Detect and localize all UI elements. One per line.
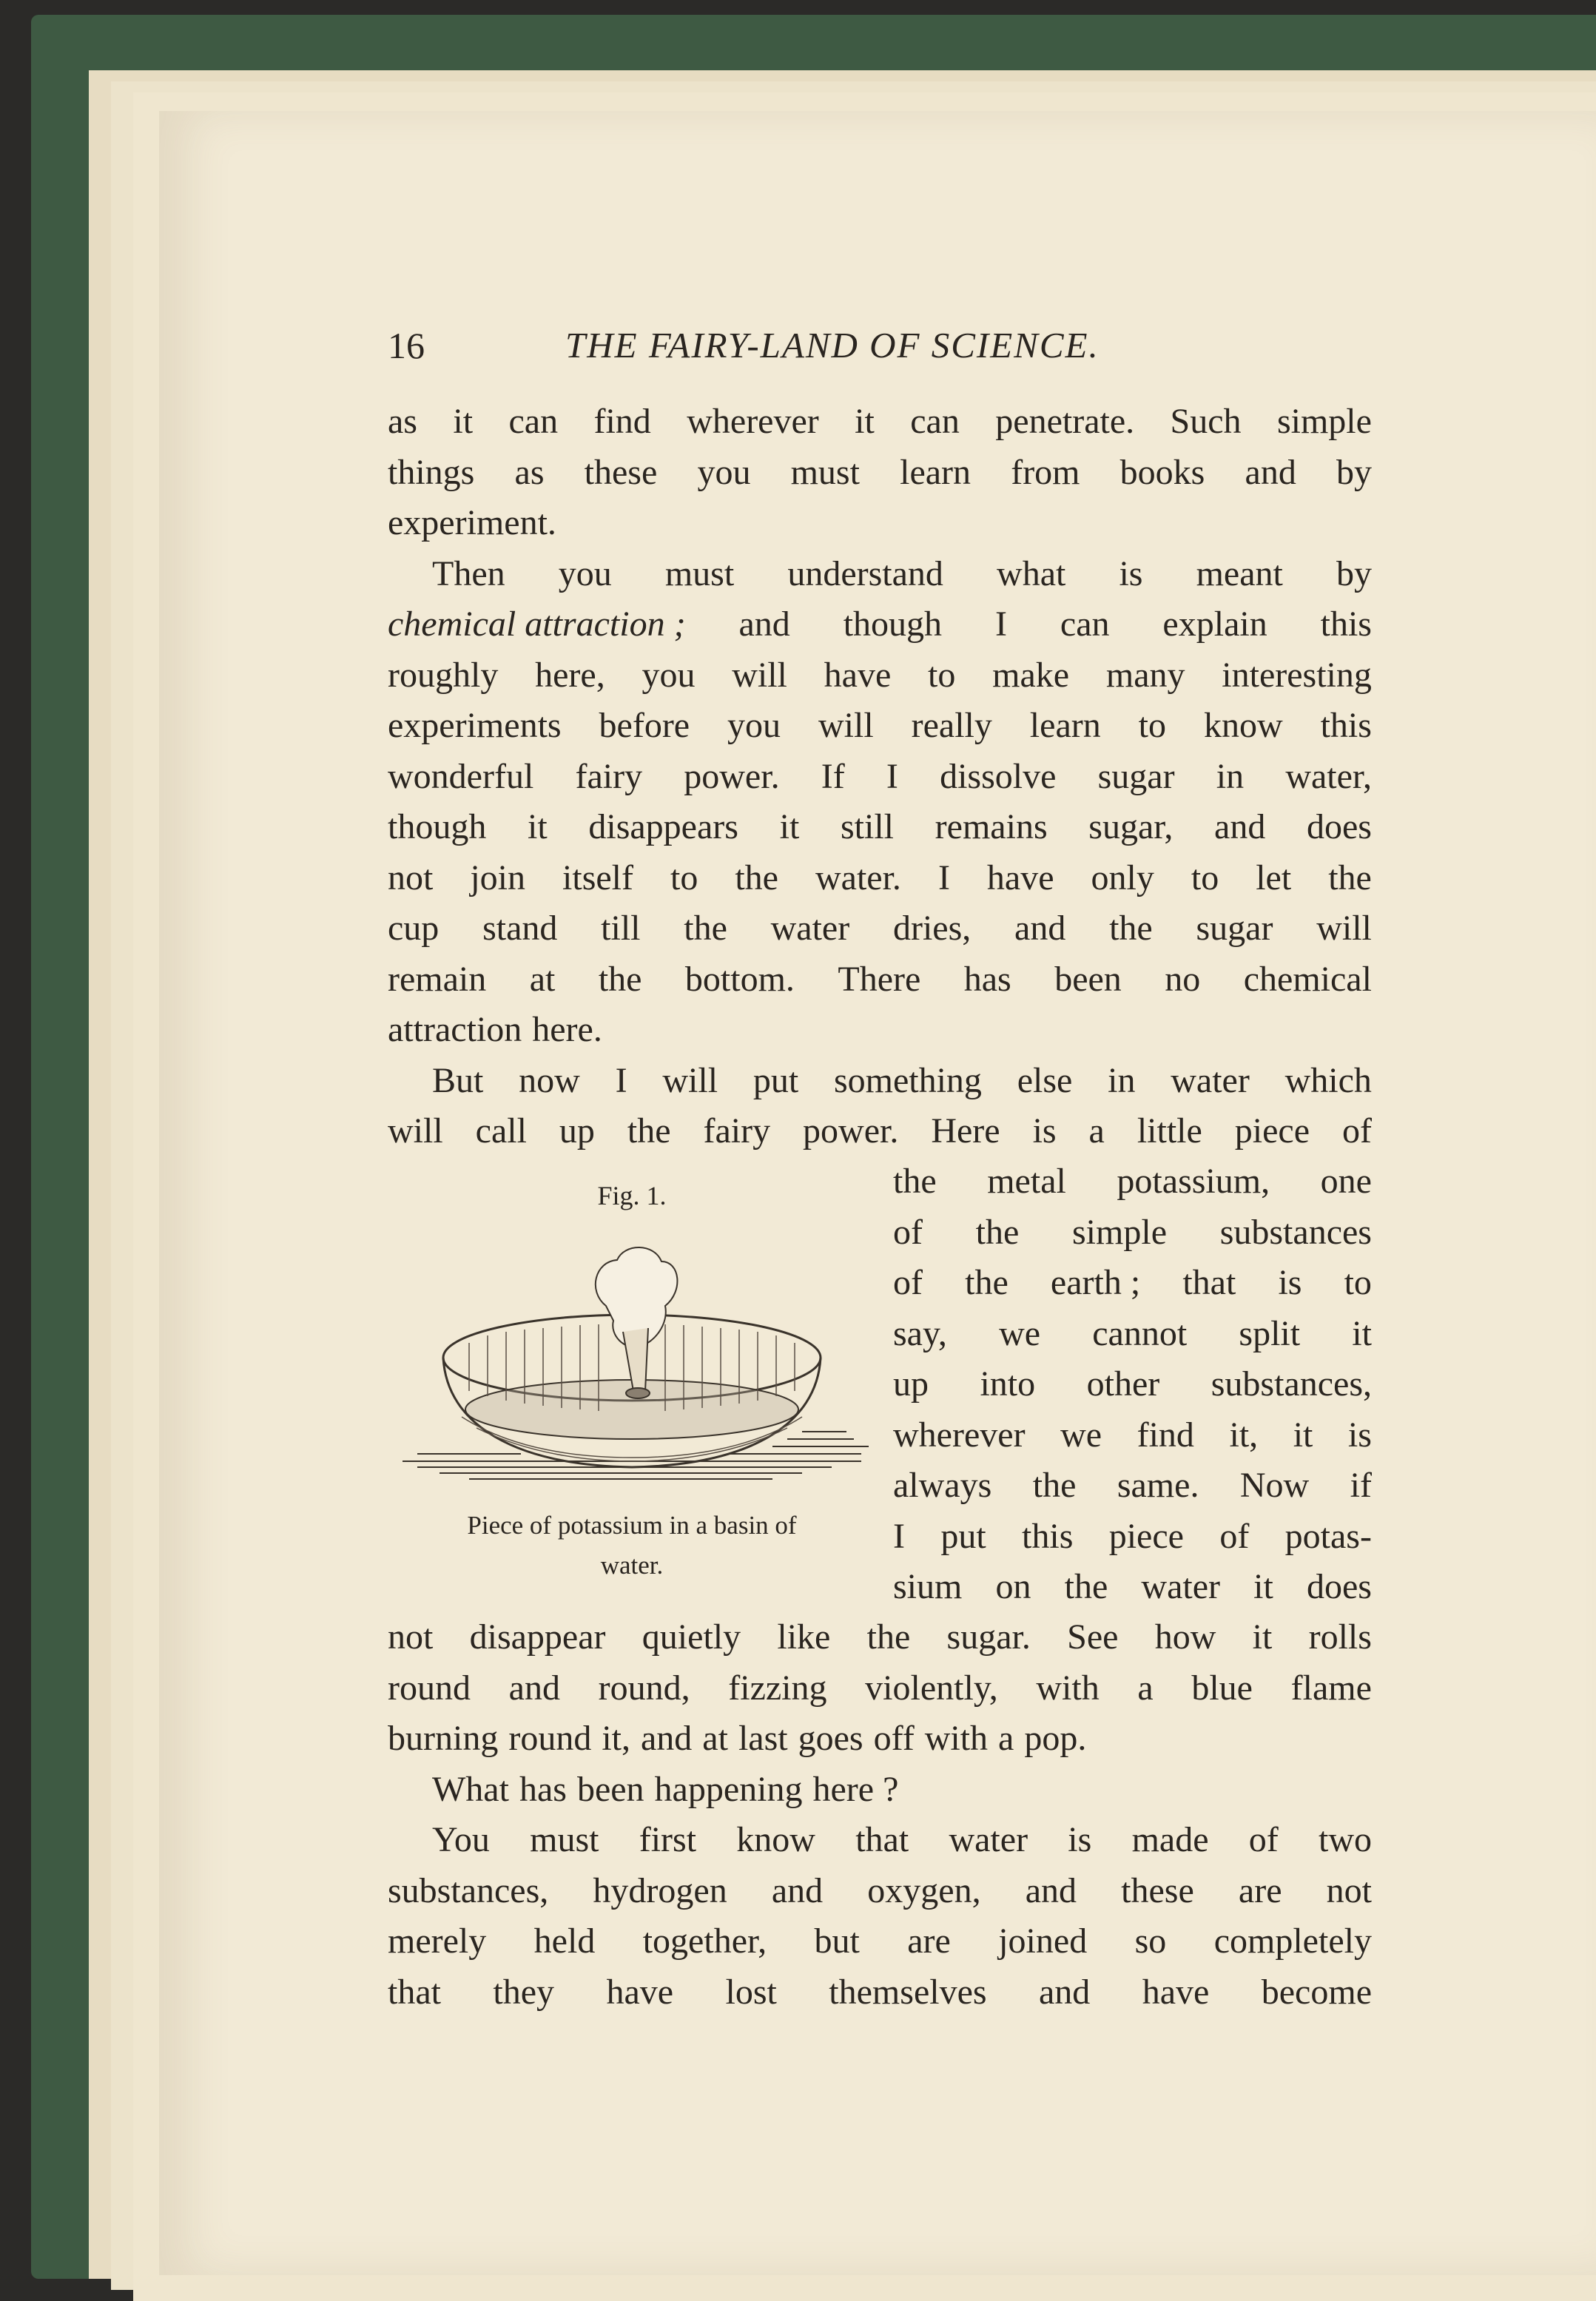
figure-1 <box>388 1173 876 1587</box>
word: sium <box>893 1567 963 1606</box>
word: they <box>493 1972 555 2012</box>
word: and <box>771 1870 824 1910</box>
word: quietly <box>642 1617 741 1657</box>
word: oxygen, <box>867 1870 981 1910</box>
word: I <box>994 604 1007 644</box>
word: put <box>752 1060 799 1100</box>
word: the <box>893 1162 937 1201</box>
word: is <box>1068 1820 1092 1859</box>
word: experiments <box>388 706 562 745</box>
word: else <box>1017 1060 1073 1100</box>
word: must <box>530 1820 599 1859</box>
word: lost <box>725 1972 777 2012</box>
word: here. <box>532 1010 602 1049</box>
word: itself <box>562 858 633 897</box>
word: know <box>1203 706 1283 745</box>
word: merely <box>388 1921 487 1961</box>
word: something <box>833 1060 982 1100</box>
word: meant <box>1196 553 1283 593</box>
word: it, <box>602 1719 630 1758</box>
word: I <box>893 1516 905 1556</box>
word: water, <box>1285 756 1372 796</box>
word: must <box>664 553 735 593</box>
word: the <box>1328 858 1372 897</box>
word: interesting <box>1222 655 1372 695</box>
word: little <box>1137 1111 1202 1150</box>
text-line <box>388 448 1372 499</box>
word: it <box>779 807 800 846</box>
word: I <box>615 1060 627 1100</box>
word: and <box>1025 1870 1077 1910</box>
word: dissolve <box>940 756 1057 796</box>
word: You <box>432 1820 490 1859</box>
body-text-top <box>388 397 1372 1157</box>
word: with <box>924 1719 989 1758</box>
word: will <box>388 1111 443 1150</box>
word: is <box>1032 1111 1057 1150</box>
word: are <box>907 1921 951 1961</box>
word: roughly <box>388 655 499 695</box>
word: the <box>598 959 642 999</box>
word: and <box>1014 909 1066 948</box>
word: still <box>840 807 894 846</box>
word: though <box>843 604 943 644</box>
word: fairy <box>575 756 643 796</box>
word: I <box>886 756 898 796</box>
word: Such <box>1170 402 1242 441</box>
word: will <box>732 655 787 695</box>
word: learn <box>900 452 972 492</box>
word: books <box>1119 452 1205 492</box>
text-line <box>388 802 1372 853</box>
word: Here <box>931 1111 1000 1150</box>
word: a <box>1137 1668 1154 1708</box>
word: fizzing <box>728 1668 827 1708</box>
word: you <box>558 553 612 593</box>
word: one <box>1320 1162 1372 1201</box>
figure-caption-line: Piece of potassium in a basin of <box>467 1511 797 1540</box>
word: disappears <box>588 807 738 846</box>
text-line <box>893 1461 1372 1512</box>
text-line <box>388 1714 1372 1765</box>
word: hydrogen <box>593 1870 727 1910</box>
word: the <box>965 1263 1009 1302</box>
word: it <box>1253 1567 1273 1606</box>
word: been <box>1054 959 1122 999</box>
word: themselves <box>829 1972 987 2012</box>
word: wherever <box>893 1415 1026 1455</box>
body-text-bottom <box>388 1612 1372 2018</box>
text-line <box>388 1765 1372 1816</box>
word: till <box>601 909 641 948</box>
text-line <box>388 1663 1372 1714</box>
word: is <box>1278 1263 1302 1302</box>
word: if <box>1350 1466 1372 1505</box>
word: substances, <box>1211 1364 1372 1404</box>
word: substances <box>1219 1212 1372 1252</box>
text-line <box>388 1005 1372 1056</box>
word: disappear <box>469 1617 606 1657</box>
word: to <box>670 858 698 897</box>
word: how <box>1154 1617 1216 1657</box>
word: held <box>533 1921 596 1961</box>
word: sugar <box>1196 909 1273 948</box>
word: power. <box>803 1111 899 1150</box>
word: into <box>980 1364 1036 1404</box>
word: round <box>508 1719 592 1758</box>
word: happening <box>654 1769 803 1809</box>
word: say, <box>893 1313 947 1353</box>
word: is <box>1119 553 1143 593</box>
word: substances, <box>388 1870 549 1910</box>
word: cup <box>388 909 440 948</box>
word: the <box>1032 1466 1077 1505</box>
word: a <box>998 1719 1014 1758</box>
text-line <box>388 701 1372 752</box>
word: not <box>388 858 434 897</box>
word: remain <box>388 959 487 999</box>
word: penetrate. <box>995 402 1135 441</box>
word: as <box>388 402 417 441</box>
word: we <box>999 1313 1041 1353</box>
word: stand <box>482 909 558 948</box>
word: find <box>593 402 651 441</box>
text-line <box>388 498 1372 549</box>
word: can <box>1060 604 1110 644</box>
text-line <box>388 1056 1372 1107</box>
word: of <box>893 1263 923 1302</box>
word: piece <box>1234 1111 1310 1150</box>
word: join <box>470 858 526 897</box>
text-line <box>388 1916 1372 1967</box>
word: have <box>986 858 1054 897</box>
word: bottom. <box>684 959 795 999</box>
word: this <box>1022 1516 1074 1556</box>
word: wherever <box>687 402 819 441</box>
word: But <box>432 1060 484 1100</box>
word: first <box>639 1820 697 1859</box>
word: is <box>1347 1415 1372 1455</box>
word: can <box>508 402 559 441</box>
text-line <box>388 549 1372 600</box>
word: have <box>1142 1972 1210 2012</box>
word: many <box>1105 655 1185 695</box>
word: it <box>1252 1617 1273 1657</box>
word: these <box>1121 1870 1194 1910</box>
word: sugar. <box>946 1617 1031 1657</box>
word: violently, <box>865 1668 998 1708</box>
word: but <box>814 1921 860 1961</box>
word: only <box>1091 858 1154 897</box>
word: remains <box>935 807 1048 846</box>
word: understand <box>787 553 943 593</box>
word: you <box>727 706 781 745</box>
word: to <box>928 655 956 695</box>
word: you <box>697 452 751 492</box>
word: make <box>992 655 1070 695</box>
word: chemical <box>1243 959 1372 999</box>
text-line <box>893 1512 1372 1563</box>
word: Now <box>1239 1466 1310 1505</box>
word: become <box>1261 1972 1372 2012</box>
word: here, <box>535 655 605 695</box>
word: are <box>1238 1870 1282 1910</box>
word: will <box>1316 909 1372 948</box>
word: not <box>1326 1870 1372 1910</box>
word: it, <box>1229 1415 1259 1455</box>
word: call <box>475 1111 527 1150</box>
text-line <box>388 1815 1372 1866</box>
word: and <box>508 1668 560 1708</box>
word: so <box>1134 1921 1167 1961</box>
word: burning <box>388 1719 499 1758</box>
word: joined <box>998 1921 1088 1961</box>
running-title: THE FAIRY-LAND OF SCIENCE. <box>565 325 1100 365</box>
text-line <box>388 954 1372 1005</box>
text-line <box>388 853 1372 904</box>
word: I <box>937 858 950 897</box>
text-line <box>893 1309 1372 1360</box>
word: pop. <box>1024 1719 1087 1758</box>
word: has <box>519 1769 567 1809</box>
word: attraction <box>388 1010 522 1049</box>
word: up <box>559 1111 595 1150</box>
word: does <box>1307 807 1372 846</box>
word: split <box>1239 1313 1301 1353</box>
word: explain <box>1162 604 1267 644</box>
word: no <box>1165 959 1201 999</box>
word: made <box>1131 1820 1209 1859</box>
word: flame <box>1290 1668 1372 1708</box>
word: round, <box>598 1668 690 1708</box>
word: water <box>770 909 850 948</box>
word: If <box>821 756 845 796</box>
text-line <box>893 1156 1372 1207</box>
word: that <box>1182 1263 1236 1302</box>
word: experiment. <box>388 503 556 542</box>
word: must <box>790 452 860 492</box>
word: See <box>1067 1617 1119 1657</box>
word: sugar <box>1097 756 1175 796</box>
figure-caption <box>388 1506 876 1586</box>
word: power. <box>684 756 780 796</box>
word: does <box>1306 1567 1372 1606</box>
text-line <box>893 1410 1372 1461</box>
word: goes <box>798 1719 863 1758</box>
word: of <box>1219 1516 1250 1556</box>
text-line <box>893 1562 1372 1613</box>
word: from <box>1011 452 1080 492</box>
word: and <box>640 1719 693 1758</box>
word: which <box>1284 1060 1372 1100</box>
word: we <box>1060 1415 1102 1455</box>
word: cannot <box>1092 1313 1188 1353</box>
word: on <box>995 1567 1031 1606</box>
word: have <box>606 1972 674 2012</box>
word: rolls <box>1308 1617 1372 1657</box>
word: the <box>1064 1567 1108 1606</box>
word: with <box>1036 1668 1100 1708</box>
word: will <box>662 1060 718 1100</box>
word: by <box>1336 553 1372 593</box>
word: last <box>738 1719 788 1758</box>
word: it <box>1352 1313 1372 1353</box>
word: that <box>388 1972 441 2012</box>
text-line <box>388 397 1372 448</box>
word: fairy <box>703 1111 771 1150</box>
word: water. <box>815 858 901 897</box>
word: at <box>529 959 556 999</box>
word: metal <box>987 1162 1066 1201</box>
word: the <box>684 909 727 948</box>
word: to <box>1344 1263 1372 1302</box>
word: simple <box>1276 402 1372 441</box>
word: it <box>453 402 474 441</box>
figure-label: Fig. 1. <box>597 1181 667 1210</box>
word: of <box>1342 1111 1372 1150</box>
word: and <box>1038 1972 1091 2012</box>
word: a <box>1088 1111 1105 1150</box>
potassium-basin-illustration <box>388 1232 876 1498</box>
word: can <box>910 402 960 441</box>
word: other <box>1086 1364 1160 1404</box>
word: water <box>949 1820 1028 1859</box>
word: blue <box>1191 1668 1253 1708</box>
word: has <box>963 959 1011 999</box>
word: and <box>1245 452 1296 492</box>
word: the <box>627 1111 671 1150</box>
word: There <box>838 959 921 999</box>
word: find <box>1137 1415 1194 1455</box>
word: and <box>1214 807 1266 846</box>
word: you <box>642 655 696 695</box>
text-line <box>388 650 1372 701</box>
word: though <box>388 807 487 846</box>
word: what <box>997 553 1066 593</box>
word: these <box>584 452 658 492</box>
word: here ? <box>812 1769 899 1809</box>
text-line <box>388 599 1372 650</box>
word: always <box>893 1466 992 1505</box>
word: completely <box>1213 1921 1372 1961</box>
word: wonderful <box>388 756 534 796</box>
body-text-wrap <box>893 1156 1372 1613</box>
word: in <box>1216 756 1245 796</box>
word: as <box>514 452 545 492</box>
word: same. <box>1117 1466 1199 1505</box>
page-number: 16 <box>388 325 425 366</box>
page-header <box>388 324 1372 371</box>
word: the <box>866 1617 911 1657</box>
word: sugar, <box>1088 807 1174 846</box>
word: it <box>528 807 548 846</box>
word: of <box>1248 1820 1279 1859</box>
figure-caption-line: water. <box>600 1551 664 1580</box>
word: it <box>1293 1415 1313 1455</box>
word: to <box>1138 706 1167 745</box>
word: the <box>1109 909 1153 948</box>
word: dries, <box>892 909 972 948</box>
word: have <box>824 655 892 695</box>
word: like <box>777 1617 831 1657</box>
word: up <box>893 1364 929 1404</box>
word: not <box>388 1617 434 1657</box>
word: chemical attraction ; <box>388 604 686 644</box>
word: water <box>1141 1567 1221 1606</box>
word: piece <box>1108 1516 1184 1556</box>
word: earth ; <box>1050 1263 1141 1302</box>
word: potassium, <box>1117 1162 1270 1201</box>
word: potas- <box>1284 1516 1372 1556</box>
word: let <box>1256 858 1292 897</box>
text-line <box>388 1612 1372 1663</box>
text-line <box>388 1106 1372 1157</box>
word: at <box>702 1719 728 1758</box>
text-line <box>388 1866 1372 1917</box>
word: really <box>911 706 992 745</box>
word: the <box>975 1212 1020 1252</box>
word: the <box>735 858 778 897</box>
word: this <box>1320 706 1372 745</box>
word: to <box>1191 858 1219 897</box>
text-line <box>388 1967 1372 2018</box>
word: two <box>1319 1820 1372 1859</box>
word: together, <box>642 1921 767 1961</box>
word: off <box>873 1719 915 1758</box>
word: simple <box>1072 1212 1167 1252</box>
word: water <box>1171 1060 1250 1100</box>
word: been <box>576 1769 644 1809</box>
text-line <box>893 1207 1372 1259</box>
word: of <box>893 1212 923 1252</box>
text-line <box>893 1258 1372 1309</box>
word: Then <box>432 553 505 593</box>
text-line <box>388 752 1372 803</box>
word: this <box>1320 604 1372 644</box>
word: now <box>519 1060 580 1100</box>
word: put <box>940 1516 986 1556</box>
word: it <box>855 402 875 441</box>
word: What <box>432 1769 509 1809</box>
word: in <box>1108 1060 1136 1100</box>
word: will <box>818 706 874 745</box>
word: things <box>388 452 475 492</box>
word: round <box>388 1668 471 1708</box>
text-line <box>388 903 1372 954</box>
word: and <box>738 604 790 644</box>
word: know <box>736 1820 815 1859</box>
word: learn <box>1029 706 1101 745</box>
word: before <box>599 706 690 745</box>
text-line <box>893 1359 1372 1410</box>
word: by <box>1336 452 1372 492</box>
word: that <box>855 1820 909 1859</box>
